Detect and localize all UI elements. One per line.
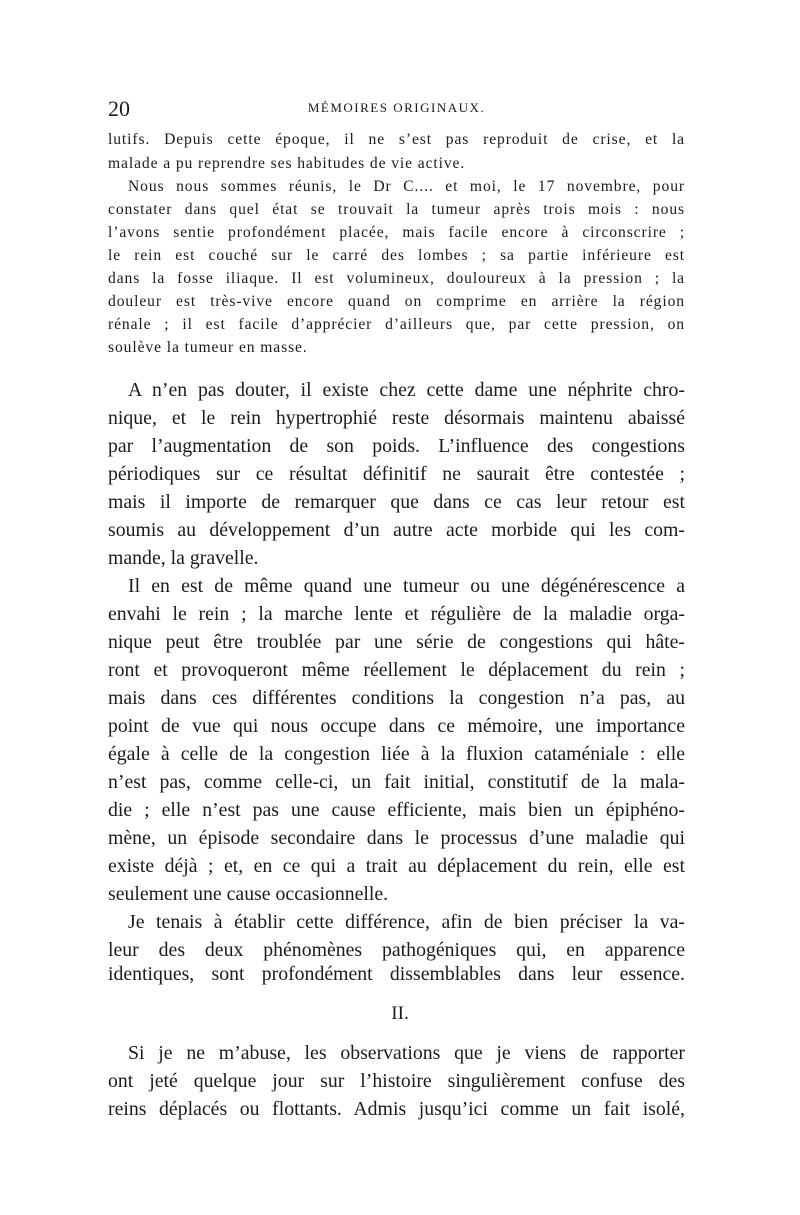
text-line: ont jeté quelque jour sur l’histoire singulièrement confuse des <box>108 1070 685 1092</box>
text-line: die ; elle n’est pas une cause efficiente, mais bien un épiphéno- <box>108 799 685 821</box>
text-line: douleur est très-vive encore quand on comprime en arrière la région <box>108 293 685 310</box>
page-number: 20 <box>108 96 130 121</box>
text-line: l’avons sentie profondément placée, mais facile encore à circonscrire ; <box>108 224 685 241</box>
text-line: reins déplacés ou flottants. Admis jusqu’ici comme un fait isolé, <box>108 1098 685 1120</box>
section-heading: II. <box>391 1003 409 1024</box>
text-line: nique peut être troublée par une série de congestions qui hâte- <box>108 631 685 653</box>
text-line: égale à celle de la congestion liée à la fluxion cataméniale : elle <box>108 743 685 765</box>
running-title: MÉMOIRES ORIGINAUX. <box>307 100 486 115</box>
text-line: par l’augmentation de son poids. L’influence des congestions <box>108 435 685 457</box>
text-line: leur des deux phénomènes pathogéniques qui, en apparence <box>108 939 685 961</box>
text-line: mais dans ces différentes conditions la congestion n’a pas, au <box>108 687 685 709</box>
text-line: mène, un épisode secondaire dans le processus d’une maladie qui <box>108 827 685 849</box>
text-line: existe déjà ; et, en ce qui a trait au déplacement du rein, elle est <box>108 855 685 877</box>
text-line: A n’en pas douter, il existe chez cette dame une néphrite chro- <box>128 379 685 401</box>
text-line: point de vue qui nous occupe dans ce mémoire, une importance <box>108 715 685 737</box>
text-line: périodiques sur ce résultat définitif ne saurait être contestée ; <box>108 463 685 485</box>
text-line: soulève la tumeur en masse. <box>108 339 308 356</box>
text-line: nique, et le rein hypertrophié reste désormais maintenu abaissé <box>108 407 685 429</box>
text-line: le rein est couché sur le carré des lombes ; sa partie inférieure est <box>108 247 685 264</box>
text-line: dans la fosse iliaque. Il est volumineux, douloureux à la pression ; la <box>108 270 685 287</box>
text-line: mande, la gravelle. <box>108 547 259 569</box>
text-line: Il en est de même quand une tumeur ou une dégénérescence a <box>128 575 685 597</box>
text-line: constater dans quel état se trouvait la tumeur après trois mois : nous <box>108 201 685 218</box>
text-line: malade a pu reprendre ses habitudes de vie active. <box>108 155 466 172</box>
text-line: ront et provoqueront même réellement le déplacement du rein ; <box>108 659 685 681</box>
text-line: envahi le rein ; la marche lente et régulière de la maladie orga- <box>108 603 685 625</box>
text-line: soumis au développement d’un autre acte morbide qui les com- <box>108 519 685 541</box>
text-line: n’est pas, comme celle-ci, un fait initial, constitutif de la mala- <box>108 771 685 793</box>
text-line: Nous nous sommes réunis, le Dr C.... et moi, le 17 novembre, pour <box>128 178 685 195</box>
text-line: identiques, sont profondément dissemblables dans leur essence. <box>108 963 685 985</box>
text-line: lutifs. Depuis cette époque, il ne s’est pas reproduit de crise, et la <box>108 131 685 148</box>
text-line: seulement une cause occasionnelle. <box>108 883 389 905</box>
text-line: Si je ne m’abuse, les observations que je viens de rapporter <box>128 1042 685 1064</box>
text-line: Je tenais à établir cette différence, afin de bien préciser la va- <box>128 911 685 933</box>
running-head <box>108 96 685 120</box>
text-line: rénale ; il est facile d’apprécier d’ailleurs que, par cette pression, on <box>108 316 685 333</box>
text-line: mais il importe de remarquer que dans ce cas leur retour est <box>108 491 685 513</box>
